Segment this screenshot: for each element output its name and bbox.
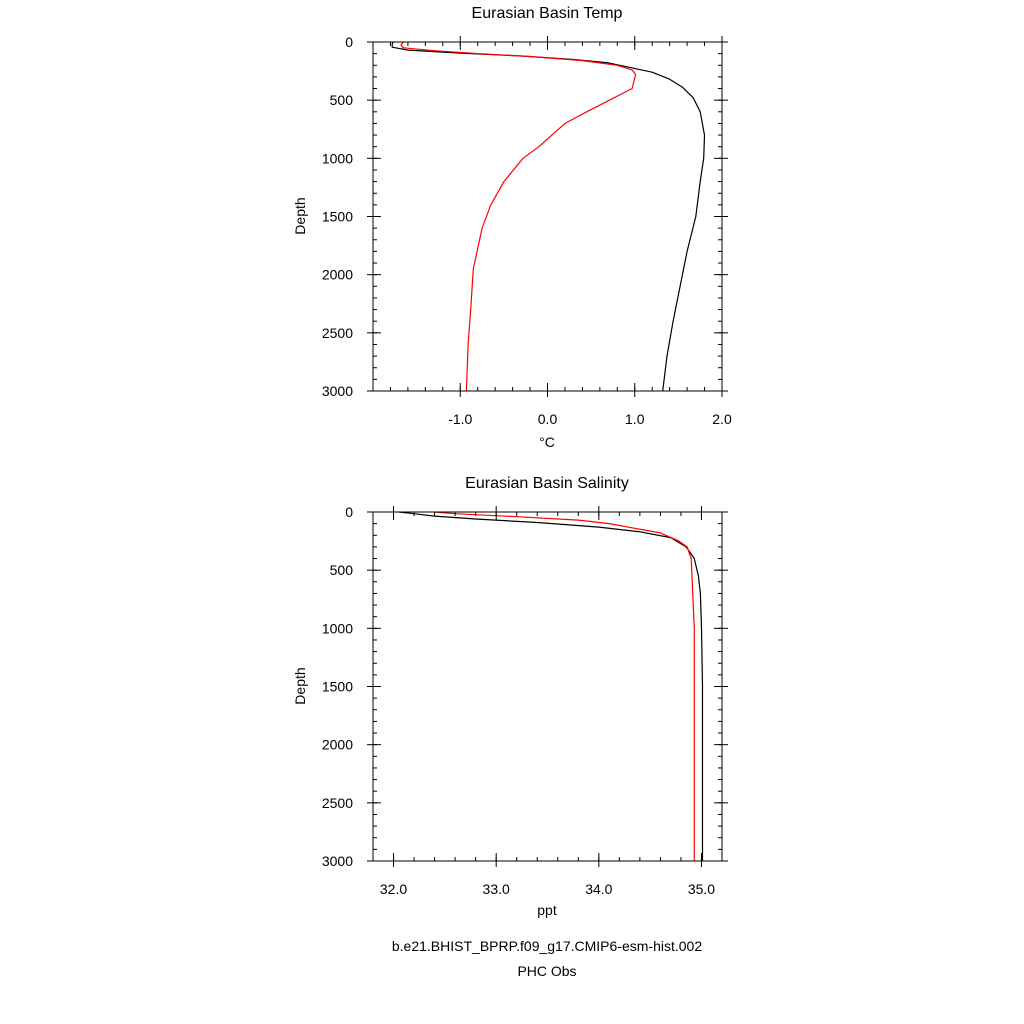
salinity-y-axis-label: Depth <box>292 667 308 705</box>
temp-series-obs-line <box>401 42 636 391</box>
salinity-series-obs-line <box>435 512 695 861</box>
temp-y-tick-label: 3000 <box>321 383 353 399</box>
temp-y-tick-label: 500 <box>329 92 353 109</box>
temp-y-tick-label: 1000 <box>321 150 353 167</box>
temp-y-axis-label: Depth <box>292 197 308 235</box>
temp-x-axis-label: °C <box>539 434 555 450</box>
salinity-series-model-line <box>399 512 703 861</box>
salinity-plot-frame <box>373 512 722 861</box>
salinity-y-tick-label: 2000 <box>321 736 353 753</box>
salinity-y-tick-label: 1000 <box>321 620 353 637</box>
temp-y-tick-label: 1500 <box>321 208 353 225</box>
temp-y-tick-label: 0 <box>345 34 353 50</box>
salinity-x-tick-label: 34.0 <box>585 881 613 897</box>
temp-x-tick-label: -1.0 <box>448 411 473 427</box>
salinity-chart-title: Eurasian Basin Salinity <box>465 475 629 492</box>
salinity-y-tick-label: 1500 <box>321 678 353 695</box>
salinity-series-group <box>399 512 703 861</box>
salinity-ticks-group <box>322 504 728 897</box>
temp-ticks-group <box>322 34 732 427</box>
salinity-y-tick-label: 500 <box>329 562 353 579</box>
salinity-x-tick-label: 35.0 <box>687 881 716 897</box>
salinity-x-tick-label: 33.0 <box>482 881 510 897</box>
legend-entry-obs: PHC Obs <box>517 963 577 979</box>
salinity-panel <box>292 475 728 918</box>
temp-y-tick-label: 2000 <box>321 266 353 283</box>
salinity-y-tick-label: 2500 <box>321 794 353 811</box>
salinity-x-axis-label: ppt <box>537 902 557 918</box>
temp-x-tick-label: 1.0 <box>625 411 645 427</box>
temp-panel <box>292 5 732 450</box>
salinity-y-tick-label: 0 <box>345 504 353 520</box>
legend-entry-model: b.e21.BHIST_BPRP.f09_g17.CMIP6-esm-hist.002 <box>391 938 703 954</box>
legend <box>392 938 702 979</box>
temp-x-tick-label: 0.0 <box>537 411 558 427</box>
salinity-x-tick-label: 32.0 <box>379 881 408 897</box>
temp-chart-title: Eurasian Basin Temp <box>471 5 623 22</box>
temp-y-tick-label: 2500 <box>321 324 353 341</box>
temp-series-group <box>392 42 704 391</box>
temp-x-tick-label: 2.0 <box>712 411 732 427</box>
salinity-y-tick-label: 3000 <box>321 853 353 869</box>
temp-series-model-line <box>392 42 704 391</box>
